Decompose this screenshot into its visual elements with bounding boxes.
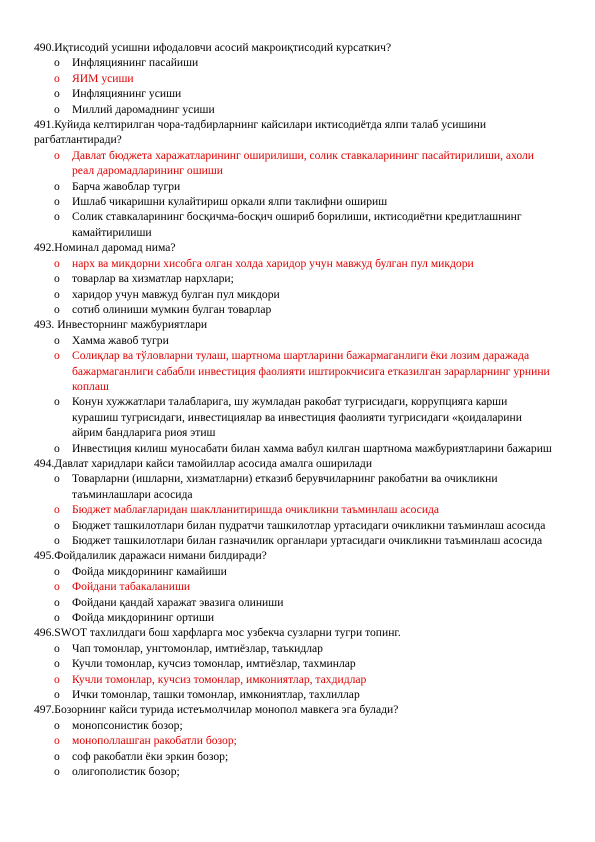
- answer-option-correct: [34, 256, 554, 271]
- answer-text: Барча жавоблар тугри: [72, 179, 181, 193]
- answer-text: Товарларни (ишларни, хизматларни) етказиб берувчиларнинг ракобатни ва очикликни таъминлашлари асосида: [72, 472, 498, 501]
- bullet-marker: o: [54, 349, 60, 363]
- answer-option: [34, 595, 554, 610]
- answer-option-correct: [34, 733, 554, 748]
- bullet-marker: o: [54, 256, 60, 270]
- answer-option-correct: [34, 502, 554, 517]
- answer-text: Ишлаб чикаришни кулайтириш оркали ялпи таклифни ошириш: [72, 195, 388, 209]
- answer-option: [34, 533, 554, 548]
- bullet-marker: o: [54, 641, 60, 655]
- bullet-marker: o: [54, 657, 60, 671]
- answer-text: Инвестиция килиш муносабати билан хамма вабул килган шартнома мажбуриятларини бажариш: [72, 441, 552, 455]
- answer-text: Давлат бюджета харажатларининг оширилиши, солик ставкаларининг пасайтирилиши, ахоли реал даромадларининг ошиши: [72, 148, 535, 178]
- bullet-marker: o: [54, 734, 60, 748]
- answer-option: [34, 394, 554, 440]
- bullet-marker: o: [54, 179, 60, 193]
- answer-text: Фойда микдорининг ортиши: [72, 611, 215, 625]
- bullet-marker: o: [54, 56, 60, 70]
- answer-option: [34, 271, 554, 286]
- answer-text: товарлар ва хизматлар нархлари;: [72, 272, 234, 286]
- answer-option: [34, 209, 554, 240]
- answer-text: олигополистик бозор;: [72, 765, 180, 779]
- answer-option: [34, 194, 554, 209]
- bullet-marker: o: [54, 333, 60, 347]
- bullet-marker: o: [54, 718, 60, 732]
- question-text: 494.Давлат харидлари кайси тамойиллар асосида амалга оширилади: [34, 456, 373, 470]
- answer-option: [34, 687, 554, 702]
- answer-option: [34, 441, 554, 456]
- question-text: 495.Фойдалилик даражаси нимани билдиради?: [34, 549, 267, 563]
- bullet-marker: o: [54, 195, 60, 209]
- answer-text: монополлашган ракобатли бозор;: [72, 734, 237, 748]
- answer-option: [34, 302, 554, 317]
- answer-text: Конун хужжатлари талабларига, шу жумладан ракобат тугрисидаги, коррупцияга карши курашиш тугрисидаги, инвестициялар ва инвестиция фаолияти тугрисидаги «қоидаларини айрим бандларига риоя этиш: [72, 395, 522, 440]
- answer-option: [34, 518, 554, 533]
- answer-text: нарх ва микдорни хисобга олган холда харидор учун мавжуд булган пул микдори: [72, 256, 474, 270]
- answer-option-correct: [34, 148, 554, 179]
- question-list: [34, 40, 554, 780]
- answer-text: соф ракобатли ёки эркин бозор;: [72, 749, 229, 763]
- bullet-marker: o: [54, 71, 60, 85]
- question-text: 493. Инвесторнинг мажбуриятлари: [34, 318, 208, 332]
- answer-text: сотиб олиниши мумкин булган товарлар: [72, 302, 272, 316]
- answer-option: [34, 102, 554, 117]
- answer-option: [34, 287, 554, 302]
- answer-text: харидор учун мавжуд булган пул микдори: [72, 287, 280, 301]
- answer-text: Чап томонлар, унгтомонлар, имтиёзлар, таъкидлар: [72, 641, 323, 655]
- answer-text: Кучли томонлар, кучсиз томонлар, имтиёзлар, тахминлар: [72, 657, 356, 671]
- answer-option: [34, 55, 554, 70]
- bullet-marker: o: [54, 395, 60, 409]
- answer-option: [34, 179, 554, 194]
- answer-option: [34, 333, 554, 348]
- bullet-marker: o: [54, 210, 60, 224]
- question-text: 492.Номинал даромад нима?: [34, 241, 176, 255]
- bullet-marker: o: [54, 672, 60, 686]
- answer-text: Бюджет ташкилотлари билан пудратчи ташкилотлар уртасидаги очикликни таъминлаш асосида: [72, 518, 546, 532]
- answer-text: Кучли томонлар, кучсиз томонлар, имкониятлар, тахдидлар: [72, 672, 367, 686]
- answer-text: Бюджет маблағларидан шаклланитиришда очикликни таъминлаш асосида: [72, 503, 440, 517]
- bullet-marker: o: [54, 534, 60, 547]
- bullet-marker: o: [54, 272, 60, 286]
- answer-option: [34, 471, 554, 502]
- answer-text: Бюджет ташкилотлари билан газначилик органлари уртасидаги очикликни таъминлаш асосида: [72, 534, 543, 547]
- question-text: 491.Куйида келтирилган чора-тадбирларнинг кайсилари иктисодиётда ялпи талаб усишини рагбатлантиради?: [34, 118, 487, 147]
- bullet-marker: o: [54, 503, 60, 517]
- answer-text: Фойдани қандай харажат эвазига олиниши: [72, 595, 284, 609]
- answer-option: [34, 86, 554, 101]
- answer-option-correct: [34, 348, 554, 394]
- bullet-marker: o: [54, 749, 60, 763]
- answer-option: [34, 656, 554, 671]
- answer-option-correct: [34, 579, 554, 594]
- answer-option-correct: [34, 672, 554, 687]
- bullet-marker: o: [54, 302, 60, 316]
- bullet-marker: o: [54, 102, 60, 116]
- bullet-marker: o: [54, 472, 60, 486]
- answer-text: Миллий даромаднинг усиши: [72, 102, 215, 116]
- answer-text: Солик ставкаларининг босқичма-босқич ошириб борилиши, иктисодиётни кредитлашнинг камайтирилиши: [72, 210, 522, 239]
- answer-option: [34, 764, 554, 779]
- answer-option: [34, 749, 554, 764]
- answer-text: Солиқлар ва тўловларни тулаш, шартнома шартларини бажармаганлиги ёки лозим даражада бажармаганлиги сабабли инвестиция фаолияти иштирокчисига етказилган зарарларнинг урнини коплаш: [72, 349, 550, 393]
- answer-text: Инфляциянинг пасайиши: [72, 56, 199, 70]
- answer-text: Фойдани табакаланиши: [72, 580, 191, 594]
- bullet-marker: o: [54, 148, 60, 162]
- answer-text: Фойда микдорининг камайиши: [72, 564, 227, 578]
- answer-option: [34, 641, 554, 656]
- question-text: 497.Бозорнинг кайси турида истеъмолчилар монопол мавкега эга булади?: [34, 703, 399, 717]
- bullet-marker: o: [54, 580, 60, 594]
- answer-option: [34, 564, 554, 579]
- bullet-marker: o: [54, 688, 60, 702]
- answer-text: монопсонистик бозор;: [72, 718, 183, 732]
- question-text: 490.Иқтисодий усишни ифодаловчи асосий макроиқтисодий курсаткич?: [34, 41, 392, 54]
- bullet-marker: o: [54, 564, 60, 578]
- answer-option: [34, 718, 554, 733]
- answer-text: Ички томонлар, ташки томонлар, имкониятлар, тахлиллар: [72, 688, 360, 702]
- answer-text: Хамма жавоб тугри: [72, 333, 169, 347]
- question-text: 496.SWOT тахлилдаги бош харфларга мос узбекча сузларни тугри топинг.: [34, 626, 401, 640]
- bullet-marker: o: [54, 765, 60, 779]
- bullet-marker: o: [54, 441, 60, 455]
- bullet-marker: o: [54, 287, 60, 301]
- bullet-marker: o: [54, 595, 60, 609]
- answer-option: [34, 610, 554, 625]
- bullet-marker: o: [54, 611, 60, 625]
- answer-option-correct: [34, 71, 554, 86]
- bullet-marker: o: [54, 87, 60, 101]
- bullet-marker: o: [54, 518, 60, 532]
- answer-text: Инфляциянинг усиши: [72, 87, 182, 101]
- answer-text: ЯИМ усиши: [72, 71, 134, 85]
